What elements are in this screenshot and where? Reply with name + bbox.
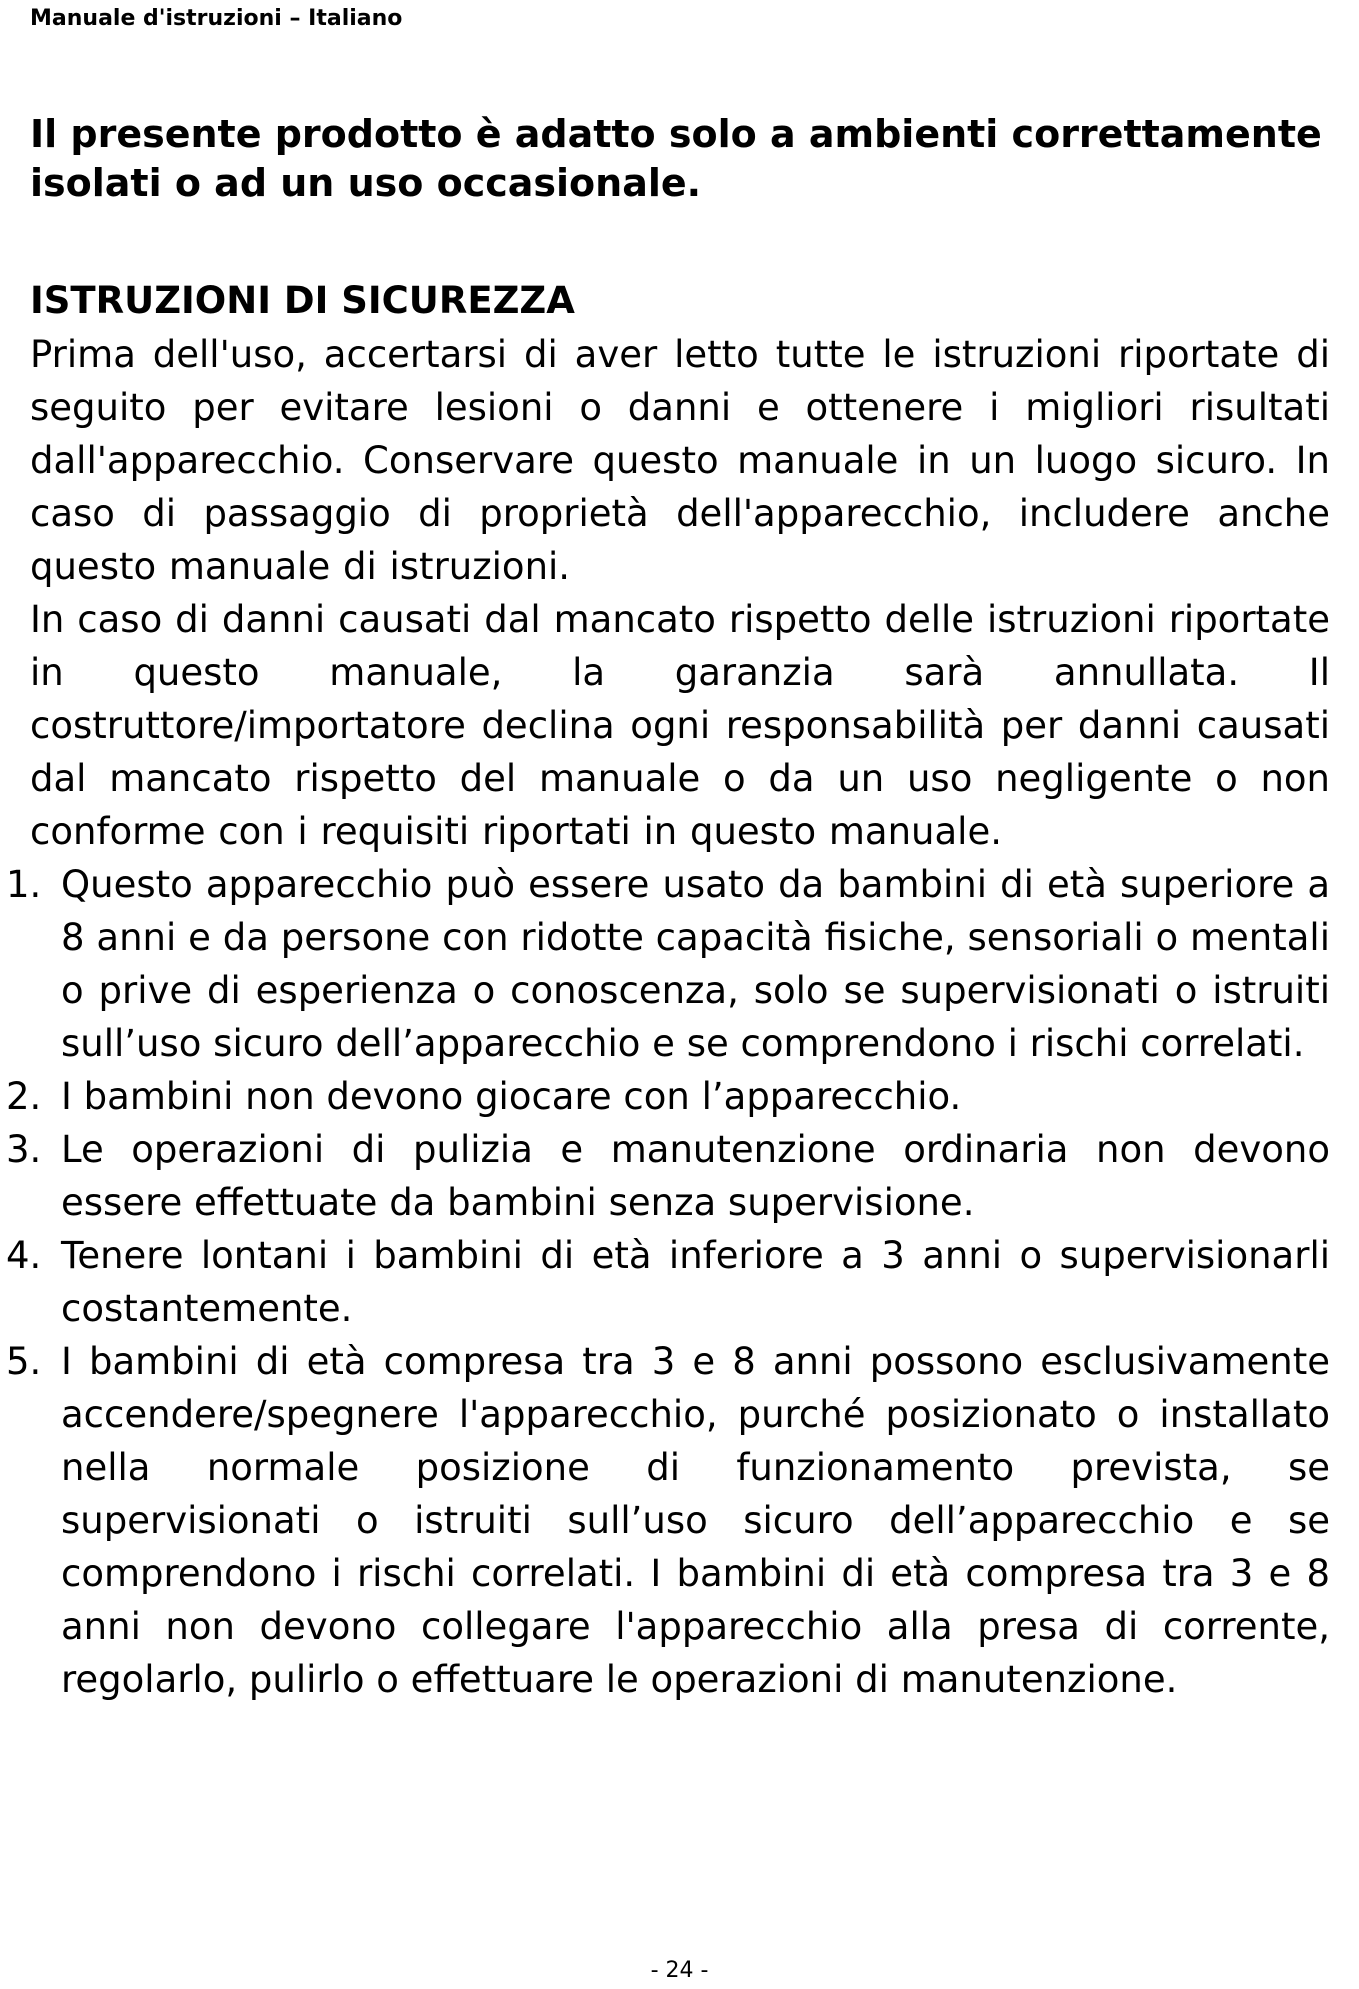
page-header: Manuale d'istruzioni – Italiano [30, 6, 403, 31]
page-number: - 24 - [650, 1958, 709, 1983]
list-item-number: 5. [6, 1340, 42, 1383]
list-item-number: 3. [6, 1128, 42, 1171]
list-item-number: 1. [6, 863, 42, 906]
usage-notice: Il presente prodotto è adatto solo a ambienti correttamente isolati o ad un uso occasionale. [30, 112, 1322, 205]
list-item-text: I bambini di età compresa tra 3 e 8 anni possono esclusivamente accendere/spegnere l'apparecchio, purché posizionato o installato nella normale posizione di funzionamento prevista, se supervisionati o istruiti sull’uso sicuro dell’apparecchio e se comprendono i rischi correlati. I bambini di età compresa tra 3 e 8 anni non devono collegare l'apparecchio alla presa di corrente, regolarlo, pulirlo o effettuare le operazioni di manutenzione. [61, 1340, 1330, 1701]
list-item [6, 1070, 1330, 1123]
list-item [6, 1123, 1330, 1229]
list-item-text: Questo apparecchio può essere usato da bambini di età superiore a 8 anni e da persone con ridotte capacità fisiche, sensoriali o mentali o prive di esperienza o conoscenza, solo se supervisionati o istruiti sull’uso sicuro dell’apparecchio e se comprendono i rischi correlati. [61, 863, 1330, 1065]
warranty-paragraph: In caso di danni causati dal mancato rispetto delle istruzioni riportate in questo manuale, la garanzia sarà annullata. Il costruttore/importatore declina ogni responsabilità per danni causati dal mancato rispetto del manuale o da un uso negligente o non conforme con i requisiti riportati in questo manuale. [30, 598, 1330, 853]
list-item [6, 1229, 1330, 1335]
manual-content [6, 110, 1330, 1706]
list-item-text: I bambini non devono giocare con l’apparecchio. [61, 1075, 962, 1118]
safety-heading: ISTRUZIONI DI SICUREZZA [30, 279, 575, 322]
list-item-number: 2. [6, 1075, 42, 1118]
list-item-text: Tenere lontani i bambini di età inferiore a 3 anni o supervisionarli costantemente. [61, 1234, 1330, 1330]
list-item-number: 4. [6, 1234, 42, 1277]
safety-list [6, 858, 1330, 1706]
list-item [6, 1335, 1330, 1706]
safety-paragraph: Prima dell'uso, accertarsi di aver letto tutte le istruzioni riportate di seguito per evitare lesioni o danni e ottenere i migliori risultati dall'apparecchio. Conservare questo manuale in un luogo sicuro. In caso di passaggio di proprietà dell'apparecchio, includere anche questo manuale di istruzioni. [30, 333, 1330, 588]
list-item [6, 858, 1330, 1070]
list-item-text: Le operazioni di pulizia e manutenzione ordinaria non devono essere effettuate da bambini senza supervisione. [61, 1128, 1330, 1224]
